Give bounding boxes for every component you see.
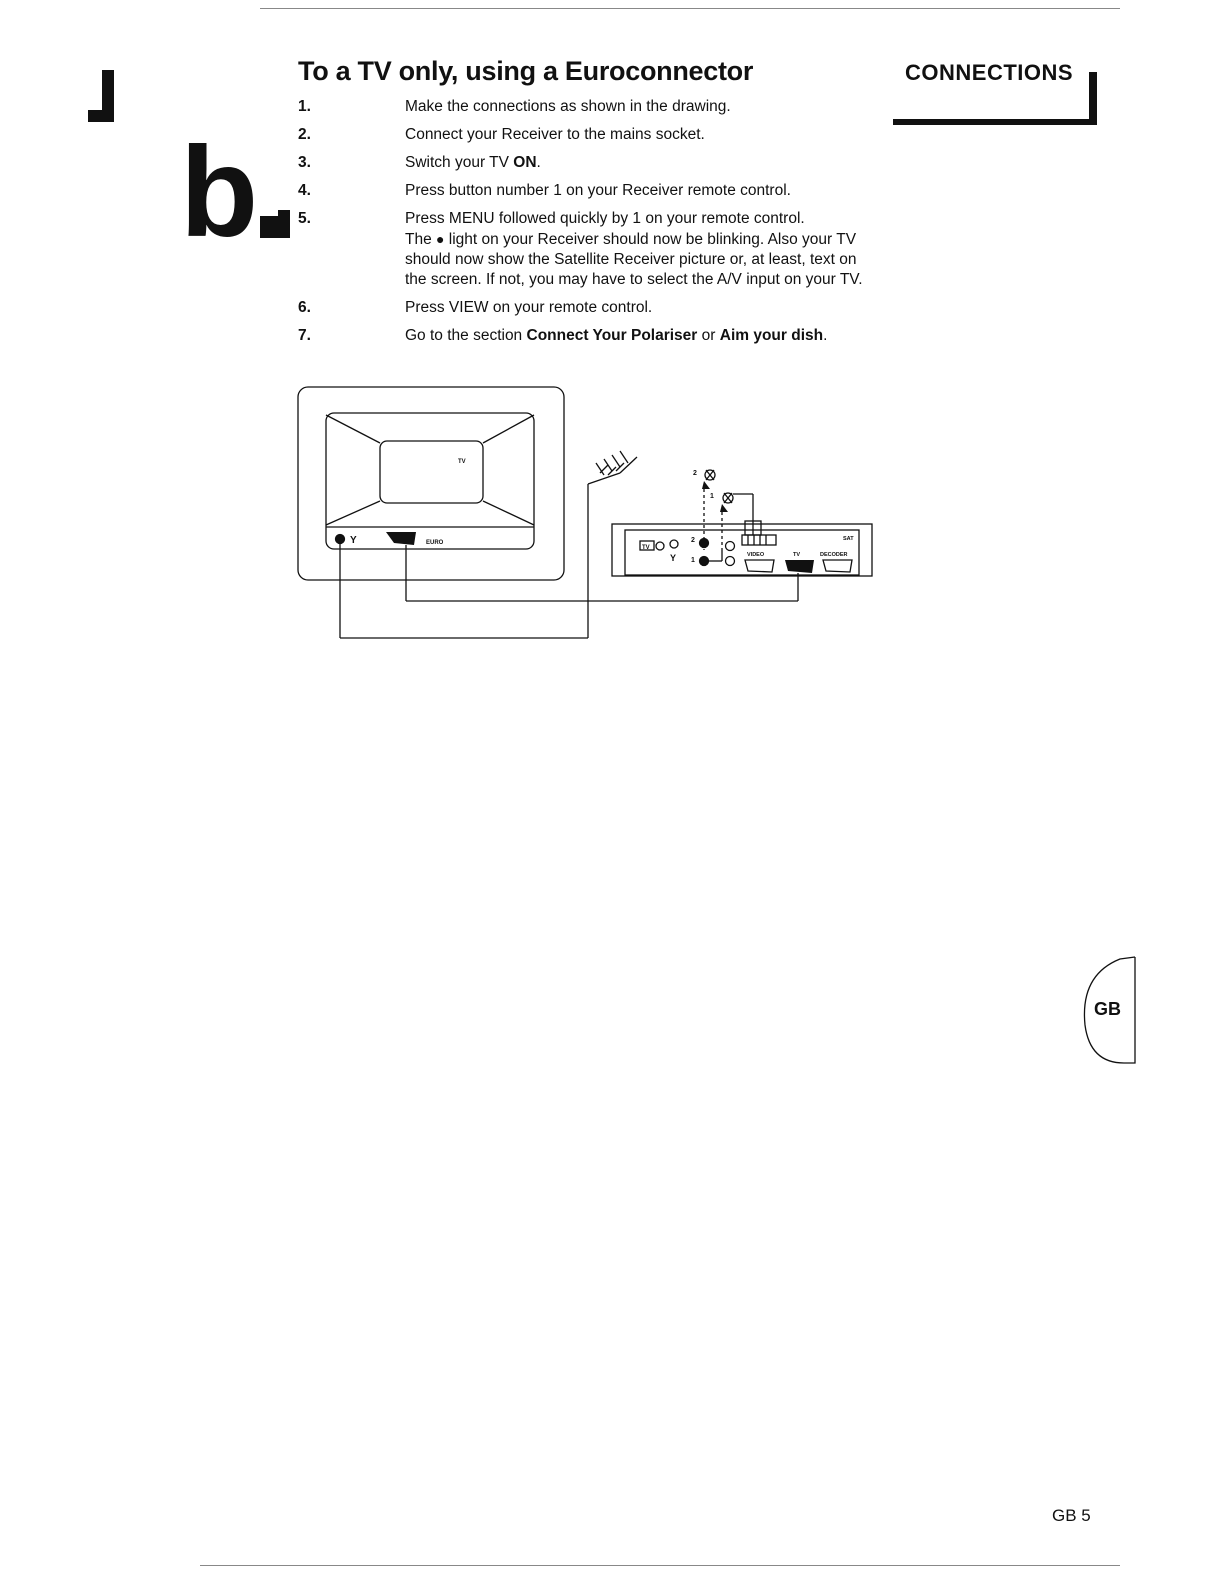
step-text: Make the connections as shown in the drawing. — [405, 98, 731, 115]
antenna-symbol-icon: Y — [350, 535, 357, 546]
language-tab — [1080, 955, 1140, 1075]
bottom-scan-line — [200, 1565, 1120, 1566]
step-number: 7. — [298, 327, 311, 344]
tv-inner-screen — [380, 441, 483, 503]
section-tick — [1089, 72, 1097, 125]
input-label-1: 1 — [691, 557, 695, 564]
tv-outline — [298, 387, 564, 580]
tv-euro-label: EURO — [426, 540, 444, 546]
margin-mark — [88, 70, 114, 122]
step-7 — [298, 326, 898, 346]
chapter-letter-graphic — [180, 138, 295, 248]
chapter-letter: b — [180, 138, 259, 243]
step-6 — [298, 298, 898, 318]
step-number: 3. — [298, 154, 311, 171]
step-number: 2. — [298, 126, 311, 143]
step-4 — [298, 181, 898, 201]
step-number: 4. — [298, 182, 311, 199]
step-text-bold: ON — [513, 154, 537, 171]
receiver-tv-button-label: TV — [642, 545, 650, 551]
light-indicator-icon: ● — [436, 231, 445, 247]
step-text-bold: Aim your dish — [719, 327, 824, 344]
step-text: Press VIEW on your remote control. — [405, 299, 653, 316]
language-tab-label: GB — [1094, 999, 1121, 1019]
receiver-tv-label: TV — [793, 552, 801, 558]
step-text-part: Go to the section — [405, 327, 527, 344]
step-1 — [298, 97, 898, 117]
step-text: Press button number 1 on your Receiver remote control. — [405, 182, 791, 199]
input-label-2: 2 — [691, 537, 695, 544]
page-number: GB 5 — [1052, 1506, 1091, 1525]
receiver-video-label: VIDEO — [747, 552, 765, 558]
step-text-part: light on your Receiver should now be blinking. Also your TV should now show the Satellite Receiver picture or, at least, text on the screen. If not, you may have to select the A/V input on your TV. — [405, 231, 863, 288]
connection-diagram — [290, 385, 890, 655]
step-text: Connect your Receiver to the mains socket. — [405, 126, 705, 143]
lnb-label-1: 1 — [710, 493, 714, 500]
section-rule — [893, 119, 1097, 125]
receiver-sat-label: SAT — [843, 536, 854, 542]
tv-screen-label: TV — [458, 459, 466, 465]
step-text-part: or — [697, 327, 720, 344]
step-number: 5. — [298, 210, 311, 227]
step-text-bold: Connect Your Polariser — [526, 327, 698, 344]
section-label: CONNECTIONS — [905, 60, 1074, 85]
step-text-part: Switch your TV — [405, 154, 514, 171]
receiver-decoder-label: DECODER — [820, 552, 848, 558]
step-text-part: Press MENU followed quickly by 1 on your remote control. — [405, 210, 805, 227]
step-2 — [298, 125, 898, 145]
page-title: To a TV only, using a Euroconnector — [298, 56, 754, 86]
step-text — [405, 209, 880, 290]
step-number: 1. — [298, 98, 311, 115]
lnb-1-icon — [720, 493, 733, 512]
lnb-label-2: 2 — [693, 470, 697, 477]
lnb-2-icon — [702, 470, 715, 489]
step-number: 6. — [298, 299, 311, 316]
tv-screen — [326, 413, 534, 549]
instruction-steps — [298, 97, 898, 354]
step-3 — [298, 153, 898, 173]
step-5 — [298, 209, 898, 290]
step-text — [405, 153, 898, 173]
step-text-part: . — [536, 154, 541, 171]
step-text — [405, 326, 898, 346]
step-text-part: . — [823, 327, 828, 344]
top-scan-line — [260, 8, 1120, 9]
receiver-antenna-icon: Y — [670, 553, 677, 563]
step-text-part: The — [405, 231, 437, 248]
